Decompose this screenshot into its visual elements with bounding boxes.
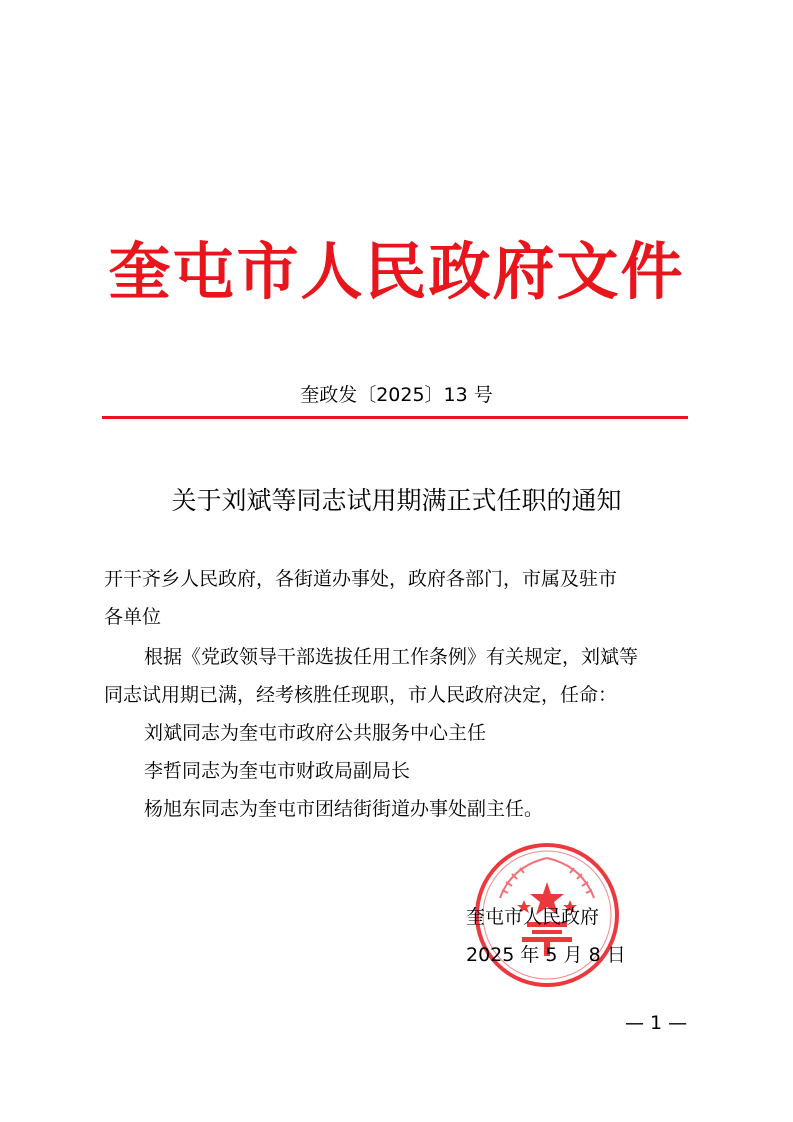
notice-title: 关于刘斌等同志试用期满正式任职的通知 [171, 486, 622, 515]
signature-date: 2025 年 5 月 8 日 [466, 944, 626, 966]
recipients-line-2: 各单位 [104, 606, 162, 628]
document-header-title: 奎屯市人民政府文件 [108, 235, 685, 308]
appointment-item-1: 刘斌同志为奎屯市政府公共服务中心主任 [144, 722, 487, 744]
red-divider-line [102, 416, 688, 419]
document-number: 奎政发〔2025〕13 号 [300, 384, 493, 406]
signature-issuer: 奎屯市人民政府 [466, 906, 600, 928]
paragraph-1-line-2: 同志试用期已满，经考核胜任现职，市人民政府决定，任命： [104, 684, 618, 706]
appointment-item-2: 李哲同志为奎屯市财政局副局长 [144, 760, 411, 782]
recipients-line-1: 开干齐乡人民政府，各街道办事处，政府各部门，市属及驻市 [104, 568, 618, 590]
paragraph-1-line-1: 根据《党政领导干部选拔任用工作条例》有关规定，刘斌等 [144, 646, 639, 668]
page-number: — 1 — [625, 1012, 688, 1034]
appointment-item-3: 杨旭东同志为奎屯市团结街街道办事处副主任。 [144, 798, 544, 820]
